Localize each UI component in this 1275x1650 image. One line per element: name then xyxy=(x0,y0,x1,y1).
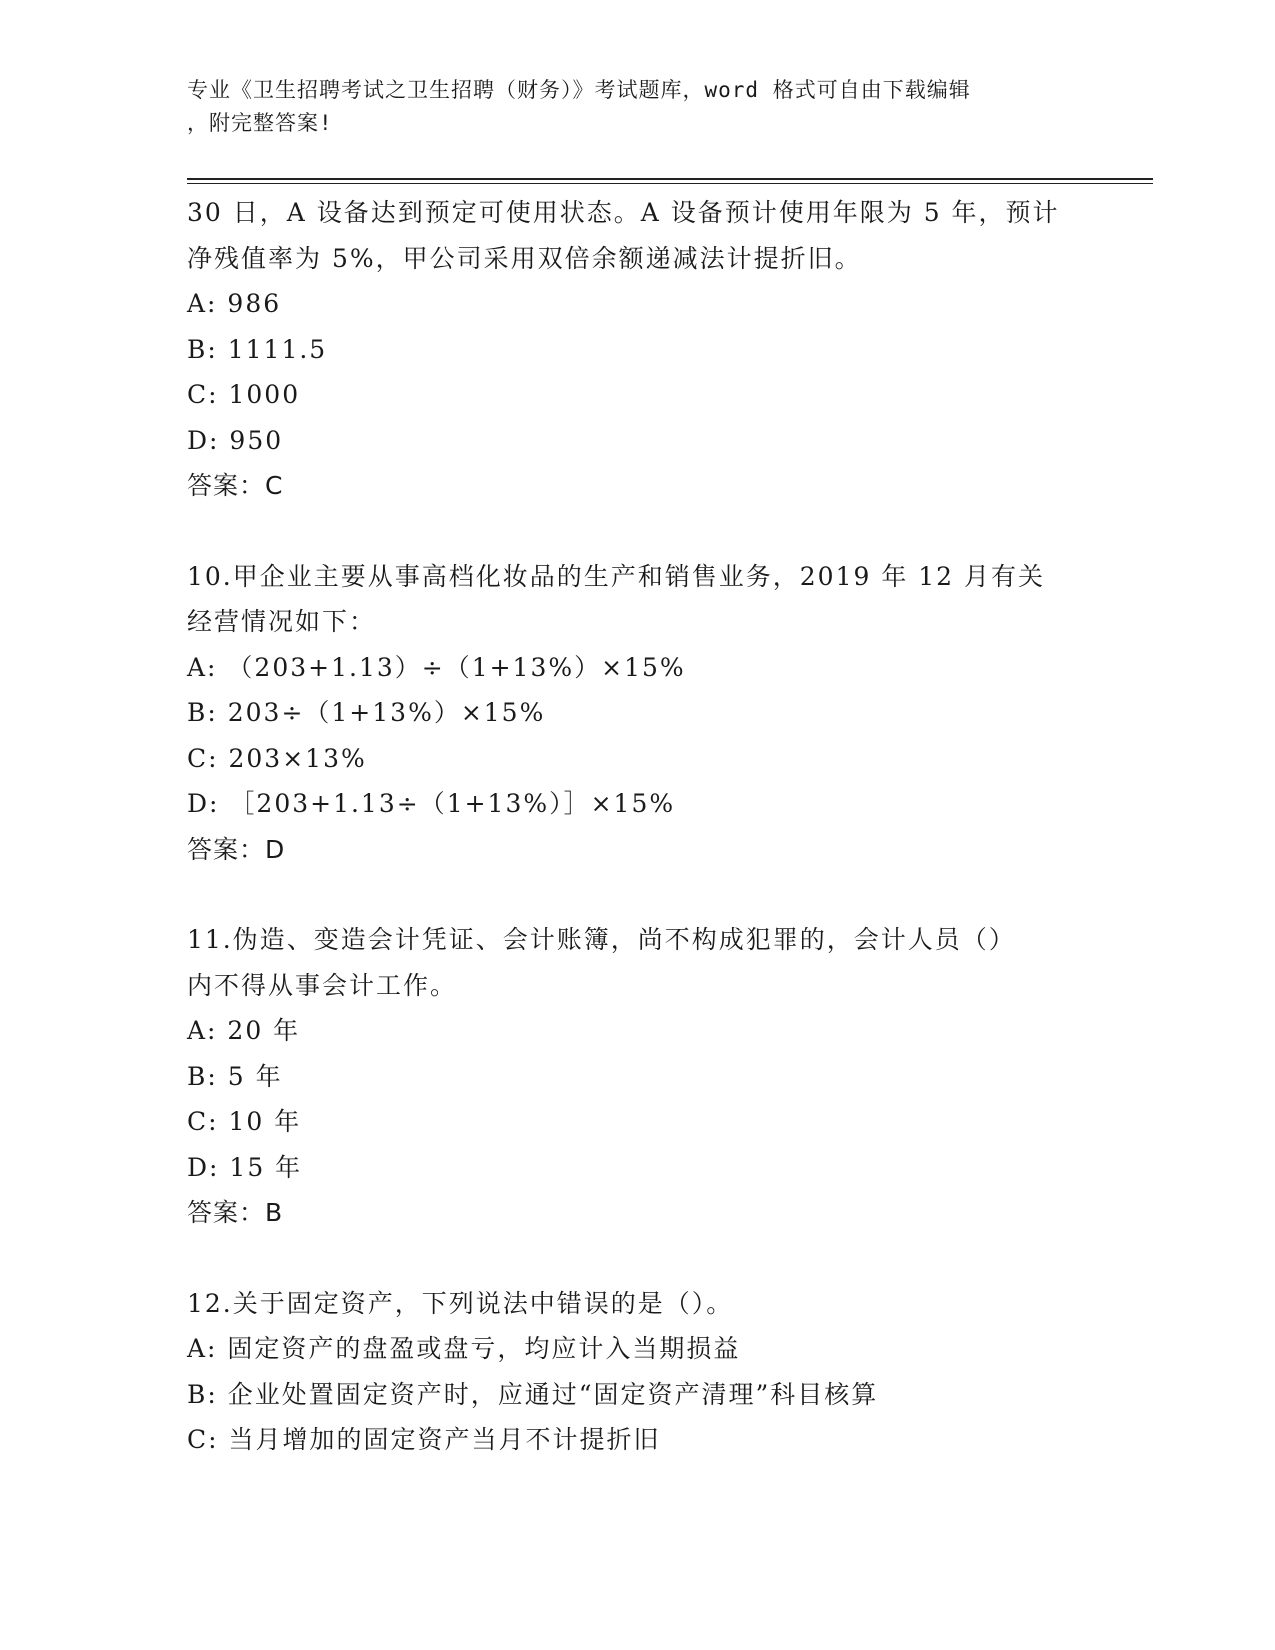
document-header xyxy=(187,74,1067,140)
header-line-1: 专业《卫生招聘考试之卫生招聘（财务）》考试题库，word 格式可自由下载编辑 xyxy=(187,78,971,102)
spacer xyxy=(187,509,1087,554)
answer-key: 答案：B xyxy=(187,1198,284,1227)
answer-key: 答案：C xyxy=(187,471,284,500)
option-c: C: 当月增加的固定资产当月不计提折旧 xyxy=(187,1425,661,1454)
option-d: D: ［203+1.13÷（1+13%）］×15% xyxy=(187,789,676,818)
answer-key: 答案：D xyxy=(187,834,286,864)
header-divider-thin xyxy=(187,183,1153,184)
option-d: D: 950 xyxy=(187,425,284,455)
question-list xyxy=(187,190,1087,1463)
header-divider-thick xyxy=(187,178,1153,180)
question-stem: 10.甲企业主要从事高档化妆品的生产和销售业务，2019 年 12 月有关 xyxy=(187,561,1046,591)
question-stem: 11.伪造、变造会计凭证、会计账簿，尚不构成犯罪的，会计人员（） xyxy=(187,925,1016,954)
option-a: A: （203+1.13）÷（1+13%）×15% xyxy=(187,652,686,682)
spacer xyxy=(187,1236,1087,1281)
option-c: C: 10 年 xyxy=(187,1107,302,1136)
question-stem: 内不得从事会计工作。 xyxy=(187,970,458,1000)
question-stem: 30 日，A 设备达到预定可使用状态。A 设备预计使用年限为 5 年，预计 xyxy=(187,198,1060,227)
header-line-2: ，附完整答案! xyxy=(187,111,333,135)
question-stem: 经营情况如下： xyxy=(187,607,377,636)
option-a: A: 986 xyxy=(187,289,282,318)
question-12 xyxy=(187,1281,1087,1463)
spacer xyxy=(187,872,1087,917)
question-10 xyxy=(187,554,1087,873)
option-b: B: 203÷（1+13%）×15% xyxy=(187,698,546,727)
option-c: C: 203×13% xyxy=(187,743,367,773)
option-b: B: 企业处置固定资产时，应通过“固定资产清理”科目核算 xyxy=(187,1379,879,1409)
option-a: A: 20 年 xyxy=(187,1016,301,1045)
question-stem: 12.关于固定资产，下列说法中错误的是（）。 xyxy=(187,1288,734,1318)
option-b: B: 5 年 xyxy=(187,1061,283,1091)
question-stem: 净残值率为 5%，甲公司采用双倍余额递减法计提折旧。 xyxy=(187,243,862,273)
option-b: B: 1111.5 xyxy=(187,334,328,364)
option-c: C: 1000 xyxy=(187,380,301,409)
option-d: D: 15 年 xyxy=(187,1152,303,1182)
question-9 xyxy=(187,190,1087,509)
option-a: A: 固定资产的盘盈或盘亏，均应计入当期损益 xyxy=(187,1334,741,1363)
question-11 xyxy=(187,917,1087,1236)
